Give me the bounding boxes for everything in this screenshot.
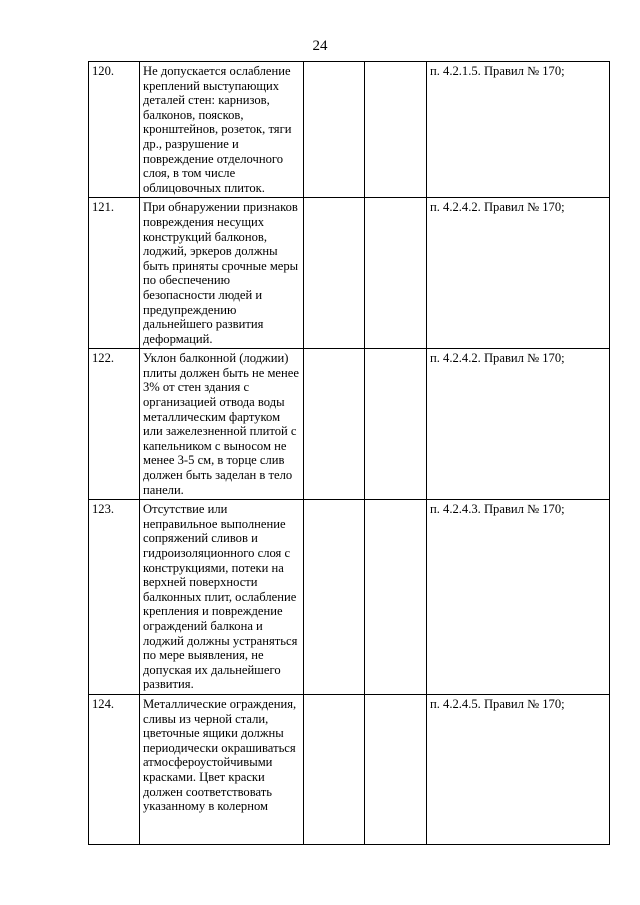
empty-cell xyxy=(365,694,427,844)
regulation-reference: п. 4.2.4.5. Правил № 170; xyxy=(427,694,610,844)
table-row xyxy=(89,694,610,844)
row-number: 122. xyxy=(89,349,140,500)
empty-cell xyxy=(365,62,427,198)
page-number: 24 xyxy=(312,38,328,54)
row-number: 120. xyxy=(89,62,140,198)
empty-cell xyxy=(304,62,365,198)
table-row xyxy=(89,62,610,198)
regulation-reference: п. 4.2.4.3. Правил № 170; xyxy=(427,500,610,695)
row-number: 124. xyxy=(89,694,140,844)
empty-cell xyxy=(304,694,365,844)
empty-cell xyxy=(304,349,365,500)
requirement-text: Металлические ограждения, сливы из черной стали, цветочные ящики должны периодически окрашиваться атмосфероустойчивыми красками. Цвет краски должен соответствовать указанному в колерном xyxy=(140,694,304,844)
empty-cell xyxy=(304,500,365,695)
table-row xyxy=(89,349,610,500)
empty-cell xyxy=(365,198,427,349)
empty-cell xyxy=(304,198,365,349)
table-row xyxy=(89,198,610,349)
requirements-table xyxy=(88,61,610,845)
empty-cell xyxy=(365,500,427,695)
empty-cell xyxy=(365,349,427,500)
row-number: 121. xyxy=(89,198,140,349)
regulation-reference: п. 4.2.4.2. Правил № 170; xyxy=(427,198,610,349)
row-number: 123. xyxy=(89,500,140,695)
requirement-text: Уклон балконной (лоджии) плиты должен быть не менее 3% от стен здания с организацией отвода воды металлическим фартуком или зажелезненной плитой с капельником с выносом не менее 3-5 см, в торце слив должен быть заделан в тело панели. xyxy=(140,349,304,500)
requirement-text: Отсутствие или неправильное выполнение сопряжений сливов и гидроизоляционного слоя с конструкциями, потеки на верхней поверхности балконных плит, ослабление крепления и повреждение ограждений балкона и лоджий должны устраняться по мере выявления, не допуская их дальнейшего развития. xyxy=(140,500,304,695)
regulation-reference: п. 4.2.1.5. Правил № 170; xyxy=(427,62,610,198)
table-row xyxy=(89,500,610,695)
requirement-text: При обнаружении признаков повреждения несущих конструкций балконов, лоджий, эркеров должны быть приняты срочные меры по обеспечению безопасности людей и предупреждению дальнейшего развития деформаций. xyxy=(140,198,304,349)
requirement-text: Не допускается ослабление креплений выступающих деталей стен: карнизов, балконов, поясков, кронштейнов, розеток, тяги др., разрушение и повреждение отделочного слоя, в том числе облицовочных плиток. xyxy=(140,62,304,198)
regulation-reference: п. 4.2.4.2. Правил № 170; xyxy=(427,349,610,500)
